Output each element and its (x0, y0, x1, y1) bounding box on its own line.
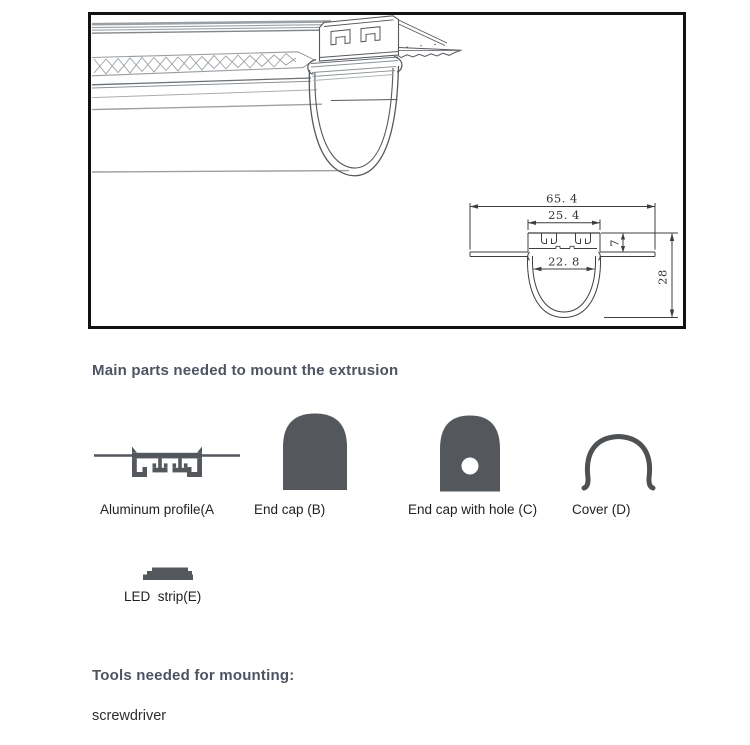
part-label-cover: Cover (D) (572, 502, 631, 517)
dimension-drawing (470, 192, 678, 318)
perspective-drawing (92, 16, 462, 176)
cover-cross-section (308, 57, 402, 176)
main-parts-heading: Main parts needed to mount the extrusion (92, 362, 399, 379)
tools-heading: Tools needed for mounting: (92, 667, 295, 684)
dim-label-65-4: 65. 4 (546, 191, 578, 206)
dim-channel-depth (601, 233, 678, 253)
dim-label-28: 28 (655, 269, 670, 285)
led-strip-icon (143, 568, 193, 581)
serrated-flange (399, 44, 462, 58)
part-label-led-strip: LED strip(E) (124, 589, 202, 604)
part-label-end-cap-with-hole: End cap with hole (C) (408, 502, 538, 517)
dim-label-7: 7 (607, 239, 622, 247)
cover-icon (584, 437, 653, 489)
end-cap-icon (283, 414, 347, 491)
dim-cover-inner-width (534, 254, 595, 271)
end-cap-hole (462, 458, 479, 475)
dim-channel-width (528, 208, 600, 230)
tool-item-screwdriver: screwdriver (92, 708, 167, 724)
drawing-border-box (90, 14, 685, 328)
part-label-aluminum-profile: Aluminum profile(A (100, 502, 215, 517)
dim-label-22-8: 22. 8 (548, 254, 580, 269)
end-cap-with-hole-icon (440, 416, 500, 492)
part-label-end-cap: End cap (B) (254, 502, 326, 517)
aluminum-profile-icon (94, 447, 240, 478)
dim-label-25-4: 25. 4 (548, 207, 580, 222)
